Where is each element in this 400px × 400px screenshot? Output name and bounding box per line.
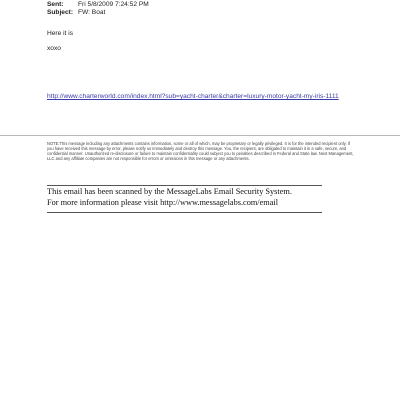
- subject-label: Subject:: [47, 9, 74, 16]
- subject-value: FW: Boat: [78, 9, 106, 16]
- sent-value: Fri 5/8/2009 7:24:52 PM: [78, 1, 149, 8]
- section-divider: [0, 135, 400, 136]
- sent-label: Sent:: [47, 1, 64, 8]
- scan-line-1: This email has been scanned by the MessageLabs Email Security System.: [47, 187, 292, 196]
- sent-row: [47, 1, 149, 9]
- body-line-here-it-is: Here it is: [47, 30, 74, 37]
- scan-top-rule: [47, 185, 322, 186]
- scan-line-2: For more information please visit http://www.messagelabs.com/email: [47, 198, 279, 207]
- subject-row: [47, 9, 105, 17]
- body-line-xoxo: xoxo: [47, 45, 61, 52]
- scan-bottom-rule: [47, 212, 322, 213]
- confidentiality-notice: NOTE:This message including any attachments contains information, some or all of which, may be proprietary or legally privileged. It is for the intended recipient only. If you have received this message by error, please notify us immediately and destroy this message. You, the recipient, are obligated to maintain it in a safe, secure, and confidential manner. Unauthorized re-disclosure or failure to maintain confidentiality could subject you to penalties described in Federal and State law. Next Management, LLC and any affiliate companies are not responsible for errors or omissions in this message or any attachments.: [47, 141, 354, 162]
- charterworld-link[interactable]: http://www.charterworld.com/index.html?sub=yacht-charter&charter=luxury-motor-yacht-my-iris-1111: [47, 93, 339, 100]
